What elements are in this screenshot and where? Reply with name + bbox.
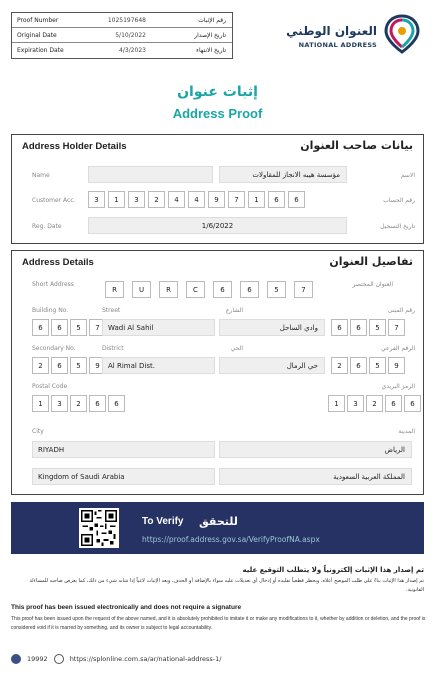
building-no-digits-ar bbox=[331, 319, 405, 336]
footer-link[interactable]: https://splonline.com.sa/ar/national-address-1/ bbox=[69, 655, 222, 663]
country-value-ar: المملكة العربية السعودية bbox=[219, 468, 412, 485]
street-label-ar: الشارع bbox=[225, 307, 243, 314]
secondary-digit: 9 bbox=[388, 357, 405, 374]
postal-digit: 1 bbox=[328, 395, 345, 412]
building-digit: 6 bbox=[32, 319, 49, 336]
address-details-section bbox=[11, 250, 424, 495]
secondary-digit: 2 bbox=[331, 357, 348, 374]
secondary-digit: 5 bbox=[70, 357, 87, 374]
postal-digit: 6 bbox=[404, 395, 421, 412]
footer bbox=[11, 654, 221, 664]
customer-acc-label-ar: رقم الحساب bbox=[383, 197, 415, 204]
postal-digit: 6 bbox=[385, 395, 402, 412]
reg-date-label: Reg. Date bbox=[32, 223, 62, 230]
proof-number-label: Proof Number bbox=[17, 16, 59, 24]
expiration-date-label: Expiration Date bbox=[17, 47, 64, 54]
logo-arabic-name: العنوان الوطني bbox=[286, 24, 377, 38]
short-address-char: C bbox=[186, 281, 205, 298]
acc-digit: 3 bbox=[88, 191, 105, 208]
district-label: District bbox=[102, 345, 124, 352]
short-address-char: 6 bbox=[240, 281, 259, 298]
building-no-label-ar: رقم المبنى bbox=[387, 307, 415, 314]
expiration-date-value: 4/3/2023 bbox=[119, 47, 146, 54]
postal-digit: 3 bbox=[347, 395, 364, 412]
postal-digit: 6 bbox=[89, 395, 106, 412]
postal-code-digits-ar bbox=[328, 395, 421, 412]
secondary-no-digits bbox=[32, 357, 106, 374]
building-digit: 7 bbox=[89, 319, 106, 336]
secondary-digit: 6 bbox=[51, 357, 68, 374]
verify-label: To Verify bbox=[142, 516, 184, 527]
verify-link[interactable]: https://proof.address.gov.sa/VerifyProofNA.aspx bbox=[142, 535, 320, 544]
postal-digit: 2 bbox=[70, 395, 87, 412]
city-label: City bbox=[32, 428, 44, 435]
address-section-title: Address Details bbox=[22, 257, 94, 268]
postal-digit: 2 bbox=[366, 395, 383, 412]
short-address-char: R bbox=[105, 281, 124, 298]
district-value-ar: حي الرمال bbox=[219, 357, 325, 374]
street-value-ar: وادي الساحل bbox=[219, 319, 325, 336]
acc-digit: 4 bbox=[168, 191, 185, 208]
signature-note-title-ar: تم إصدار هذا الإثبات إلكترونياً ولا يتطلب التوقيع عليه bbox=[242, 566, 424, 574]
logo-english-name: NATIONAL ADDRESS bbox=[298, 41, 377, 49]
address-section-header bbox=[12, 251, 423, 273]
city-value-ar: الرياض bbox=[219, 441, 412, 458]
district-value: Al Rimal Dist. bbox=[102, 357, 215, 374]
expiration-date-label-ar: تاريخ الانتهاء bbox=[196, 47, 226, 54]
acc-digit: 6 bbox=[288, 191, 305, 208]
building-digit: 6 bbox=[331, 319, 348, 336]
city-label-ar: المدينة bbox=[398, 428, 415, 435]
acc-digit: 7 bbox=[228, 191, 245, 208]
acc-digit: 2 bbox=[148, 191, 165, 208]
holder-section-header bbox=[12, 135, 423, 157]
verify-label-ar: للتحقق bbox=[199, 515, 238, 528]
customer-acc-digits bbox=[88, 191, 305, 208]
secondary-no-digits-ar bbox=[331, 357, 405, 374]
address-section-title-ar: تفاصيل العنوان bbox=[329, 255, 413, 268]
secondary-digit: 9 bbox=[89, 357, 106, 374]
short-address-chars bbox=[105, 281, 313, 298]
proof-info-table bbox=[11, 12, 233, 59]
short-address-label: Short Address bbox=[32, 281, 74, 288]
building-no-label: Building No. bbox=[32, 307, 69, 314]
country-value: Kingdom of Saudi Arabia bbox=[32, 468, 215, 485]
building-digit: 6 bbox=[51, 319, 68, 336]
original-date-value: 5/10/2022 bbox=[115, 31, 146, 39]
building-digit: 7 bbox=[388, 319, 405, 336]
reg-date-label-ar: تاريخ التسجيل bbox=[380, 223, 415, 230]
district-label-ar: الحي bbox=[230, 345, 243, 352]
name-label-ar: الاسم bbox=[400, 172, 415, 179]
phone-number: 19992 bbox=[27, 655, 48, 663]
globe-icon bbox=[54, 654, 64, 664]
phone-icon bbox=[11, 654, 21, 664]
short-address-char: 5 bbox=[267, 281, 286, 298]
postal-digit: 1 bbox=[32, 395, 49, 412]
original-date-row bbox=[12, 28, 232, 43]
acc-digit: 9 bbox=[208, 191, 225, 208]
acc-digit: 6 bbox=[268, 191, 285, 208]
verify-banner bbox=[11, 502, 424, 554]
proof-number-row bbox=[12, 13, 232, 28]
expiration-date-row bbox=[12, 43, 232, 58]
page-title-ar: إثبات عنوان bbox=[177, 84, 258, 100]
holder-section-title-ar: بيانات صاحب العنوان bbox=[300, 139, 413, 152]
qr-code[interactable] bbox=[79, 508, 119, 548]
acc-digit: 1 bbox=[108, 191, 125, 208]
short-address-char: 7 bbox=[294, 281, 313, 298]
name-label: Name bbox=[32, 172, 50, 179]
secondary-no-label-ar: الرقم الفرعي bbox=[381, 345, 415, 352]
short-address-char: 6 bbox=[213, 281, 232, 298]
short-address-label-ar: العنوان المختصر bbox=[352, 281, 393, 288]
signature-note-body: This proof has been issued upon the request of the above named, and it is absolutely prohibited to imitate it or make any modifications to it, whether by addition or deletion, and the proof is considered void if it is marred by something, and its owner is subject to legal accountability. bbox=[11, 616, 426, 631]
secondary-digit: 2 bbox=[32, 357, 49, 374]
customer-acc-label: Customer Acc. bbox=[32, 197, 76, 204]
secondary-no-label: Secondary No. bbox=[32, 345, 76, 352]
building-digit: 5 bbox=[70, 319, 87, 336]
short-address-char: U bbox=[132, 281, 151, 298]
holder-details-section bbox=[11, 134, 424, 244]
name-value: مؤسسة هيبه الانجاز للمقاولات bbox=[219, 166, 347, 183]
proof-number-value: 1025197648 bbox=[107, 16, 146, 24]
city-value: RIYADH bbox=[32, 441, 215, 458]
proof-number-label-ar: رقم الإثبات bbox=[198, 16, 226, 24]
postal-digit: 6 bbox=[108, 395, 125, 412]
reg-date-value: 1/6/2022 bbox=[88, 217, 347, 234]
acc-digit: 3 bbox=[128, 191, 145, 208]
acc-digit: 4 bbox=[188, 191, 205, 208]
postal-code-label-ar: الرمز البريدي bbox=[381, 383, 415, 390]
signature-note-body-ar: تم إصدار هذا الإثبات بناءً على طلب الموضح أعلاه، ويحظر قطعياً تقليده أو إدخال أي تعديلات عليه سواء بالإضافة أو الحذف، ويعد الإثبات لاغياً إذا شابه شيء من ذلك، كما يعرض صاحبه للمساءلة القانونية. bbox=[29, 578, 424, 593]
street-value: Wadi Al Sahil bbox=[102, 319, 215, 336]
secondary-digit: 5 bbox=[369, 357, 386, 374]
page-title: Address Proof bbox=[172, 106, 263, 121]
original-date-label: Original Date bbox=[17, 31, 57, 39]
name-blank-field bbox=[88, 166, 213, 183]
building-no-digits bbox=[32, 319, 106, 336]
postal-code-label: Postal Code bbox=[32, 383, 68, 390]
signature-note-title: This proof has been issued electronically and does not require a signature bbox=[11, 604, 242, 611]
street-label: Street bbox=[102, 307, 121, 314]
building-digit: 5 bbox=[369, 319, 386, 336]
building-digit: 6 bbox=[350, 319, 367, 336]
postal-code-digits bbox=[32, 395, 125, 412]
holder-section-title: Address Holder Details bbox=[22, 141, 127, 152]
original-date-label-ar: تاريخ الإصدار bbox=[194, 31, 226, 39]
location-pin-icon bbox=[383, 14, 421, 54]
acc-digit: 1 bbox=[248, 191, 265, 208]
secondary-digit: 6 bbox=[350, 357, 367, 374]
short-address-char: R bbox=[159, 281, 178, 298]
national-address-logo bbox=[271, 14, 421, 56]
postal-digit: 3 bbox=[51, 395, 68, 412]
